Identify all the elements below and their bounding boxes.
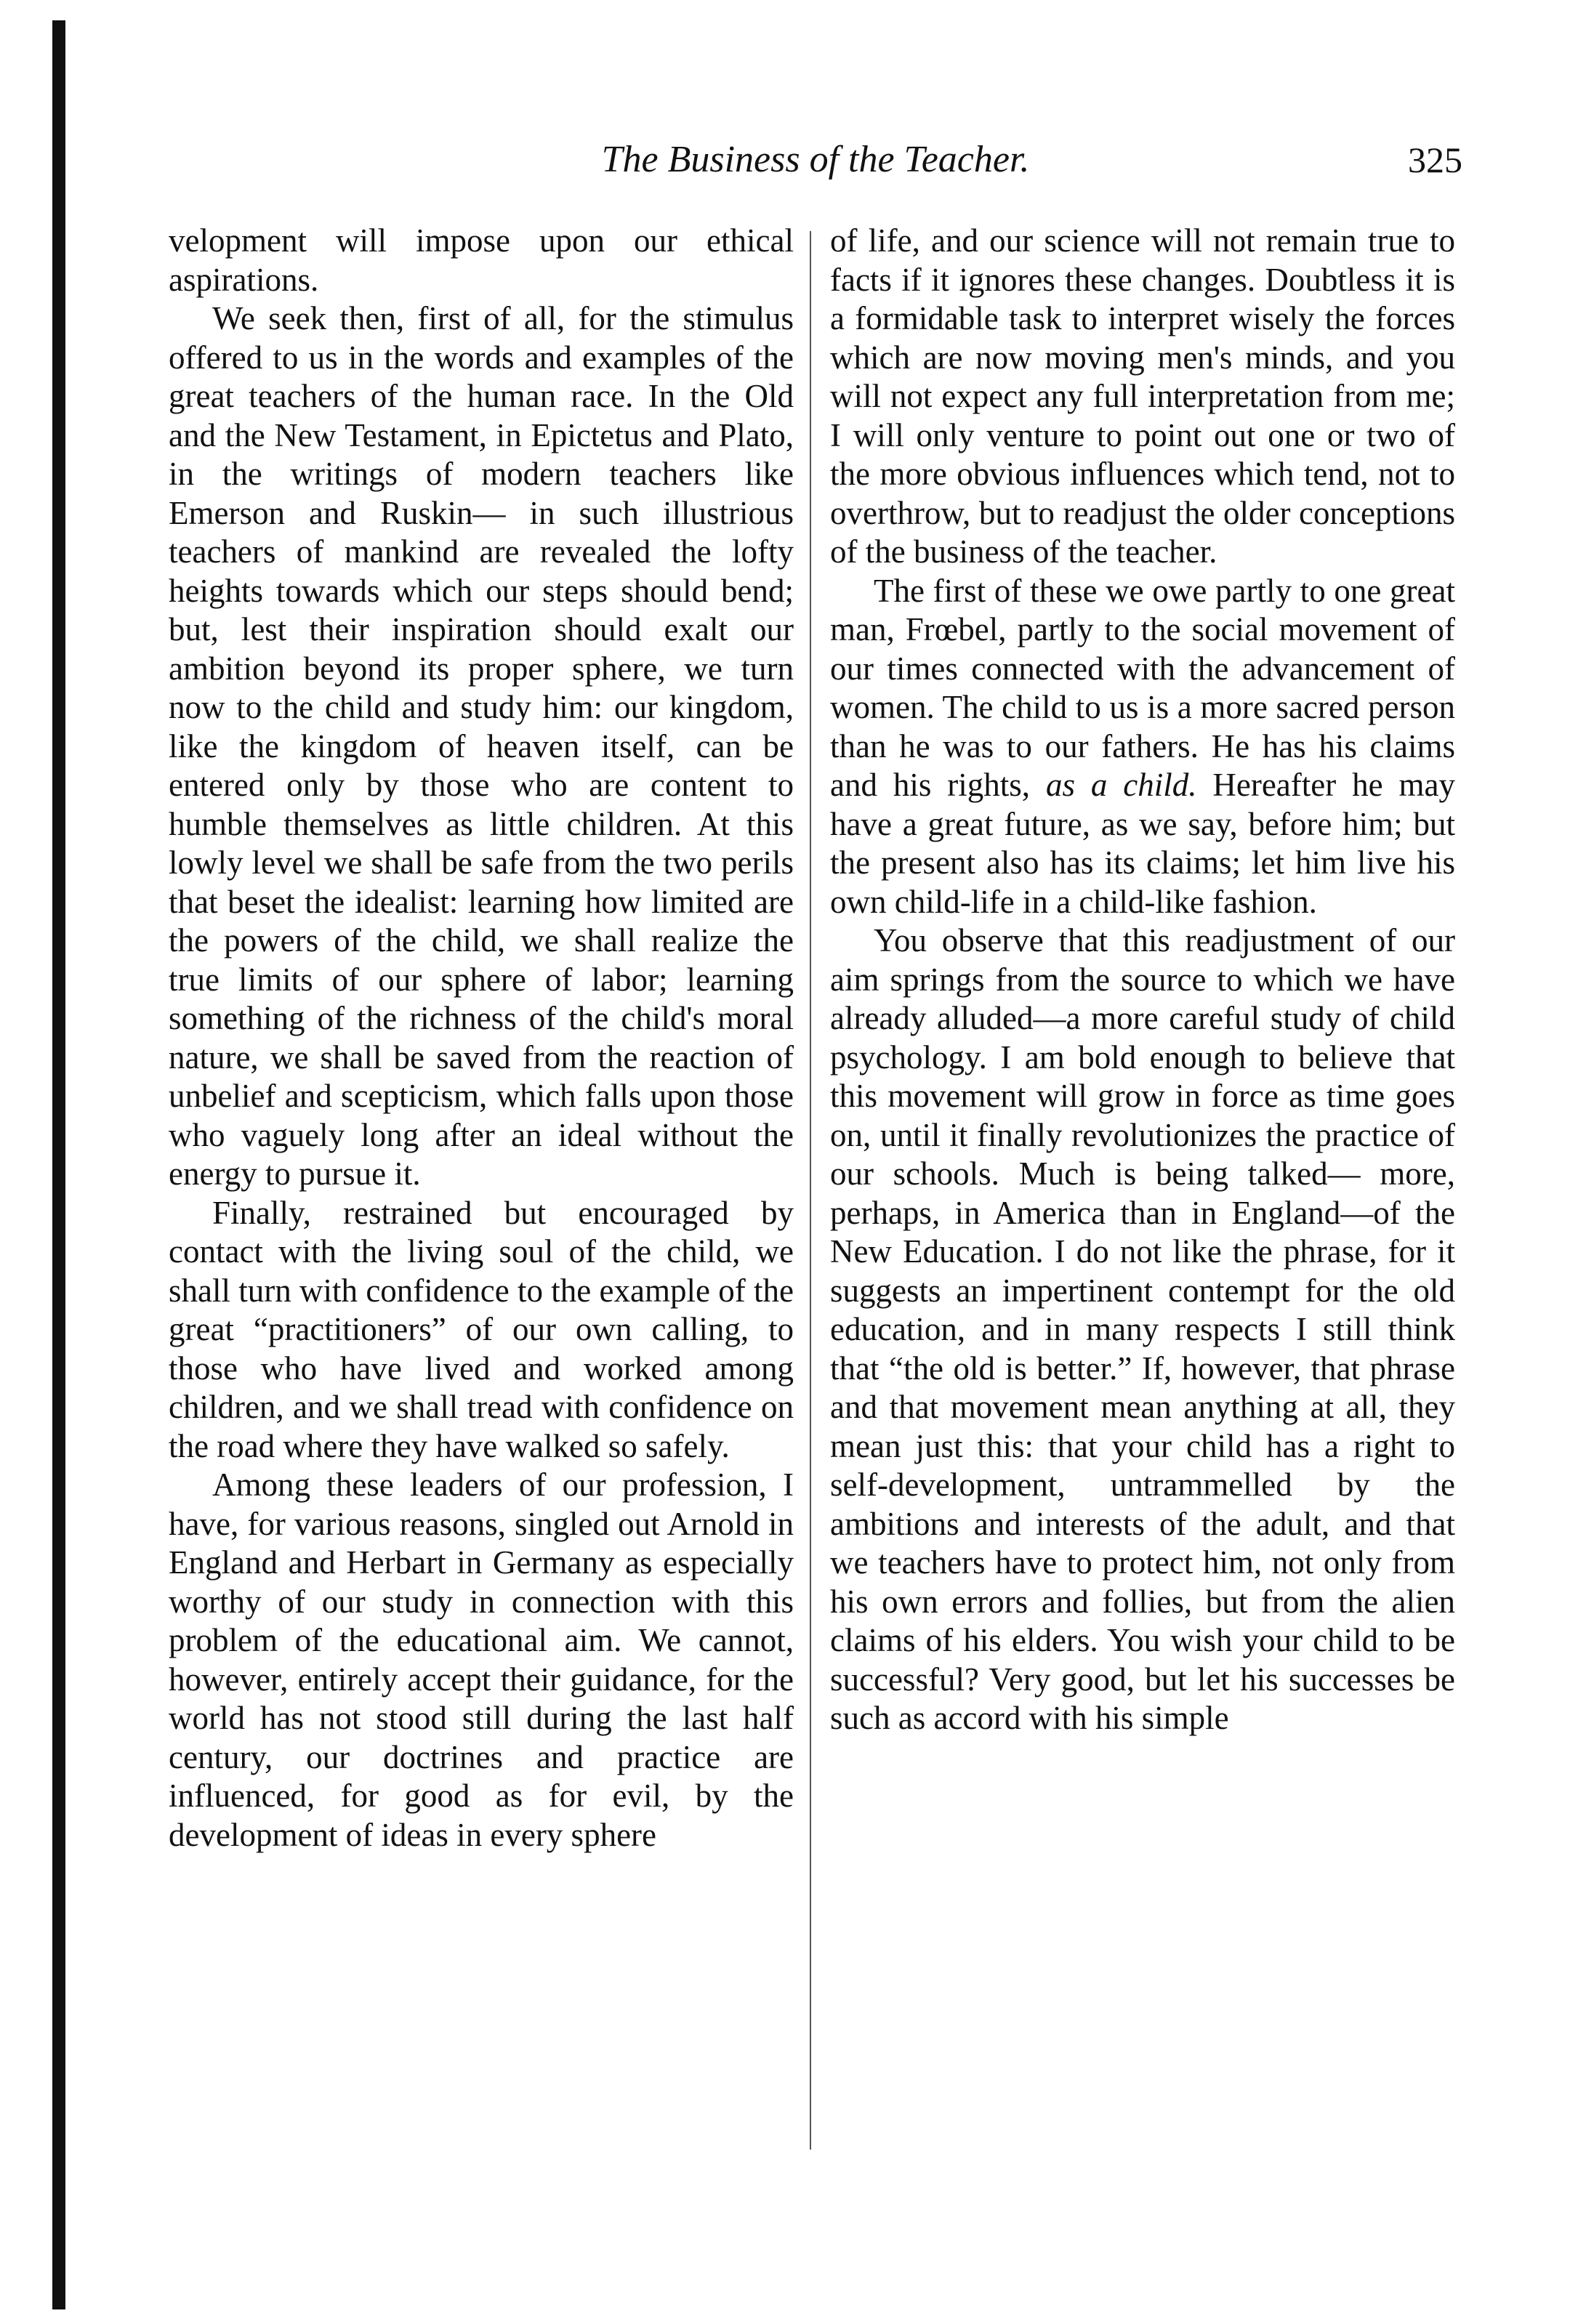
paragraph-text: The first of these we owe partly to one great man, Frœbel, partly to the social movement of our times connected with the advancement of women. The child to us is a more sacred person than he was to our fathers. He has his claims and his rights,	[830, 572, 1455, 803]
paragraph	[830, 572, 1455, 922]
paragraph: We seek then, first of all, for the stimulus offered to us in the words and examples of the great teachers of the human race. In the Old and the New Testament, in Epictetus and Plato, in the writings of modern teachers like Emerson and Ruskin— in such illustrious teachers of mankind are revealed the lofty heights towards which our steps should bend; but, lest their inspiration should exalt our ambition beyond its proper sphere, we turn now to the child and study him: our kingdom, like the kingdom of heaven itself, can be entered only by those who are content to humble themselves as little children. At this lowly level we shall be safe from the two perils that beset the idealist: learning how limited are the powers of the child, we shall realize the true limits of our sphere of labor; learning something of the richness of the child's moral nature, we shall be saved from the reaction of unbelief and scepticism, which falls upon those who vaguely long after an ideal without the energy to pursue it.	[169, 300, 794, 1192]
paragraph: Among these leaders of our profession, I have, for various reasons, singled out Arnold in England and Herbart in Germany as especially worthy of our study in connection with this problem of the educational aim. We cannot, however, entirely accept their guidance, for the world has not stood still during the last half century, our doctrines and practice are influenced, for good as for evil, by the development of ideas in every sphere	[169, 1466, 794, 1853]
running-title: The Business of the Teacher.	[601, 139, 1030, 180]
paragraph-text: Hereafter he may have a great future, as we say, before him; but the present also has its claims; let him live his own child-life in a child-like fashion.	[830, 767, 1455, 920]
right-column	[830, 222, 1455, 1738]
page-number: 325	[1408, 140, 1462, 180]
emphasis: as a child.	[1045, 767, 1197, 803]
paragraph: of life, and our science will not remain true to facts if it ignores these changes. Doubtless it is a formidable task to interpret wisely the forces which are now moving men's minds, and you will not expect any full interpretation from me; I will only venture to point out one or two of the more obvious influences which tend, not to overthrow, but to readjust the older conceptions of the business of the teacher.	[830, 222, 1455, 570]
column-divider	[810, 231, 811, 2150]
paragraph: Finally, restrained but encouraged by contact with the living soul of the child, we shall turn with confidence to the example of the great “practitioners” of our own calling, to those who have lived and worked among children, and we shall tread with confidence on the road where they have walked so safely.	[169, 1194, 794, 1464]
paragraph: You observe that this readjustment of our aim springs from the source to which we have already alluded—a more careful study of child psychology. I am bold enough to believe that this movement will grow in force as time goes on, until it finally revolutionizes the practice of our schools. Much is being talked— more, perhaps, in America than in England—of the New Education. I do not like the phrase, for it suggests an impertinent contempt for the old education, and in many respects I still think that “the old is better.” If, however, that phrase and that movement mean anything at all, they mean just this: that your child has a right to self-development, untrammelled by the ambitions and interests of the adult, and that we teachers have to protect him, not only from his own errors and follies, but from the alien claims of his elders. You wish your child to be successful? Very good, but let his successes be such as accord with his simple	[830, 922, 1455, 1736]
page-header	[169, 134, 1462, 193]
binding-edge	[52, 20, 65, 2309]
paragraph: velopment will impose upon our ethical aspirations.	[169, 222, 794, 298]
left-column	[169, 222, 794, 1855]
